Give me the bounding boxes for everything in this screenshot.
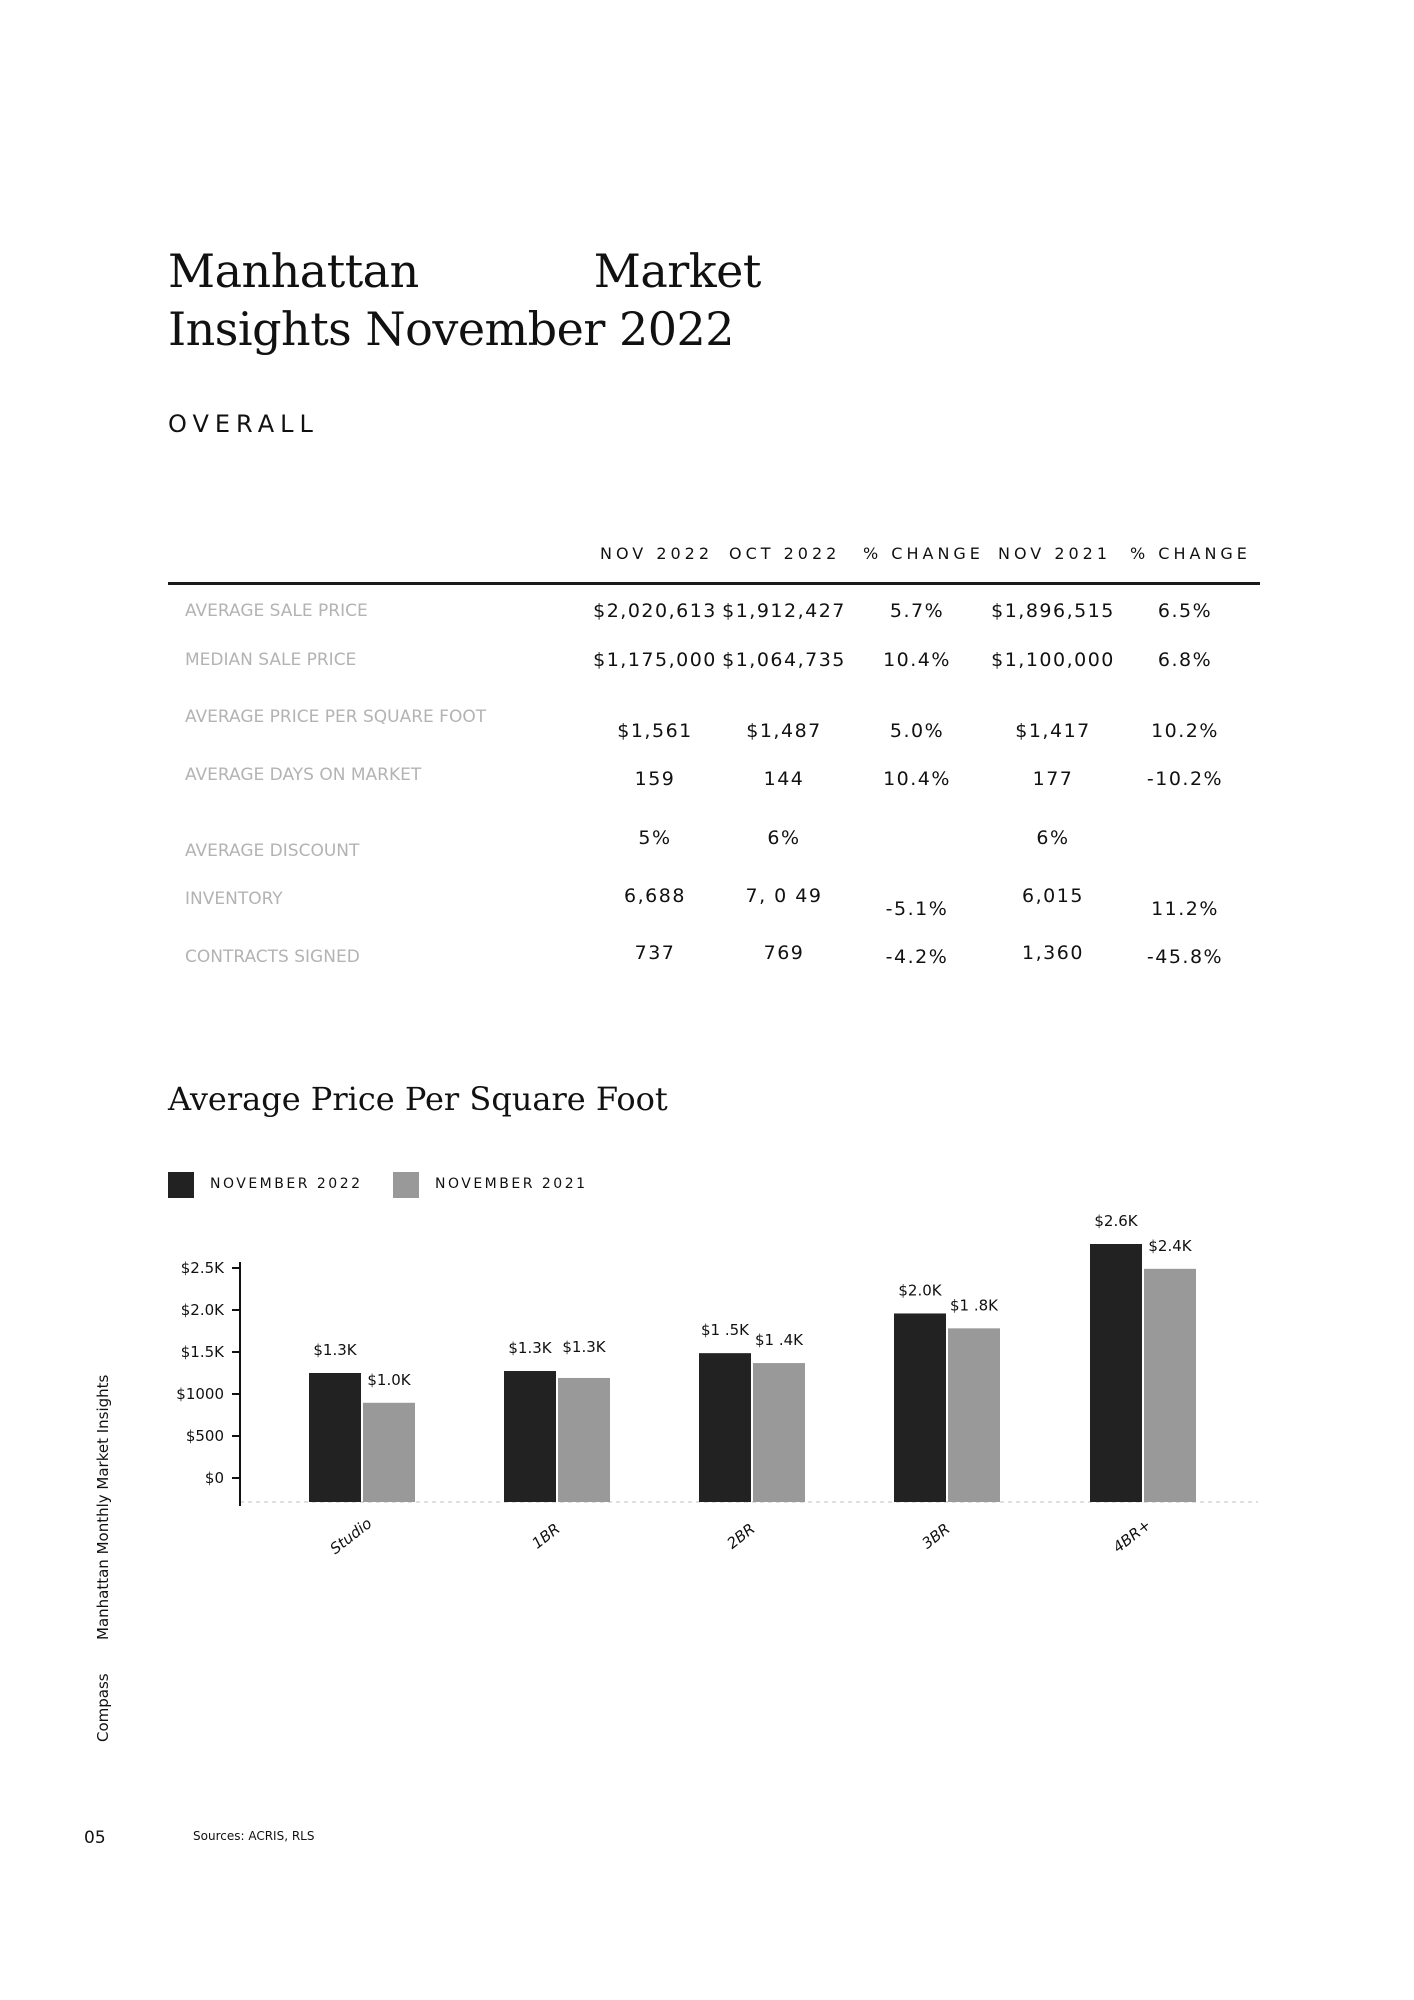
bar-nov-2021	[1144, 1269, 1196, 1502]
chart-title: Average Price Per Square Foot	[168, 1080, 668, 1118]
table-cell: 5.7%	[889, 600, 945, 622]
row-label-average-sale-price: AVERAGE SALE PRICE	[185, 601, 368, 621]
bar-nov-2022	[894, 1313, 946, 1502]
col-header-change-year: % CHANGE	[1130, 544, 1251, 563]
table-cell: 11.2%	[1151, 898, 1219, 920]
bar-nov-2021	[558, 1378, 610, 1502]
table-cell: 6.8%	[1157, 649, 1213, 671]
y-tick-label: $2.5K	[180, 1259, 224, 1277]
category-label: 2BR	[723, 1519, 759, 1553]
sources-note: Sources: ACRIS, RLS	[193, 1829, 315, 1843]
table-cell: -10.2%	[1146, 768, 1224, 790]
table-cell: 6,688	[624, 885, 686, 907]
bar-nov-2021	[363, 1403, 415, 1502]
bar-value-label: $1 .5K	[700, 1321, 750, 1340]
bar-value-label: $1.3K	[508, 1339, 552, 1358]
title-line1-right: Market	[593, 244, 761, 298]
col-header-nov-2021: NOV 2021	[998, 544, 1112, 563]
table-cell: 1,360	[1022, 942, 1084, 964]
bar-nov-2022	[1090, 1244, 1142, 1502]
category-label: 3BR	[918, 1519, 954, 1553]
y-tick-label: $1000	[176, 1385, 224, 1403]
table-cell: $1,561	[617, 720, 693, 742]
row-label-median-sale-price: MEDIAN SALE PRICE	[185, 650, 357, 670]
table-cell: 5%	[638, 827, 672, 849]
row-label-inventory: INVENTORY	[185, 889, 283, 909]
table-cell: $2,020,613	[593, 600, 717, 622]
side-publication: Manhattan Monthly Market Insights	[94, 1374, 112, 1640]
section-label: OVERALL	[168, 410, 319, 438]
table-cell: $1,064,735	[722, 649, 846, 671]
y-tick-label: $500	[185, 1427, 224, 1445]
table-cell: 10.2%	[1151, 720, 1219, 742]
bar-nov-2021	[948, 1328, 1000, 1502]
table-cell: 6,015	[1022, 885, 1084, 907]
bar-nov-2022	[309, 1373, 361, 1502]
bar-value-label: $2.6K	[1094, 1212, 1138, 1230]
table-cell: $1,487	[746, 720, 822, 742]
table-cell: 6%	[1036, 827, 1070, 849]
category-label: 4BR+	[1109, 1515, 1155, 1557]
row-label-avg-days-on-market: AVERAGE DAYS ON MARKET	[185, 765, 422, 785]
page-number: 05	[84, 1828, 106, 1848]
table-cell: 769	[763, 942, 805, 964]
bar-value-label: $1 .4K	[754, 1331, 804, 1350]
legend-label-nov-2021: NOVEMBER 2021	[435, 1176, 588, 1192]
table-cell: -5.1%	[885, 898, 949, 920]
table-cell: 10.4%	[883, 649, 951, 671]
col-header-nov-2022: NOV 2022	[600, 544, 714, 563]
table-cell: $1,417	[1015, 720, 1091, 742]
bar-value-label: $1.0K	[367, 1370, 411, 1389]
table-cell: 6.5%	[1157, 600, 1213, 622]
col-header-oct-2022: OCT 2022	[729, 544, 841, 563]
table-cell: 5.0%	[889, 720, 945, 742]
table-cell: 10.4%	[883, 768, 951, 790]
table-cell: -4.2%	[885, 946, 949, 968]
row-label-avg-price-per-sqft: AVERAGE PRICE PER SQUARE FOOT	[185, 707, 487, 727]
table-cell: 177	[1032, 768, 1074, 790]
bar-value-label: $1.3K	[313, 1341, 357, 1359]
table-cell: -45.8%	[1146, 946, 1224, 968]
title-line1-left: Manhattan	[168, 244, 419, 298]
bar-nov-2021	[753, 1363, 805, 1502]
bar-nov-2022	[504, 1371, 556, 1502]
title-line2: Insights November 2022	[168, 302, 735, 356]
table-cell: 159	[634, 768, 676, 790]
table-cell: 7, 0 49	[745, 885, 823, 907]
bar-value-label: $2.0K	[898, 1281, 942, 1300]
legend-label-nov-2022: NOVEMBER 2022	[210, 1176, 363, 1192]
y-tick-label: $0	[204, 1469, 224, 1487]
side-brand: Compass	[94, 1673, 112, 1742]
table-cell: 737	[634, 942, 676, 964]
category-label: Studio	[326, 1514, 376, 1558]
table-cell: $1,175,000	[593, 649, 717, 671]
table-cell: 6%	[767, 827, 801, 849]
bar-nov-2022	[699, 1353, 751, 1502]
bar-value-label: $1 .8K	[949, 1296, 999, 1315]
bar-value-label: $2.4K	[1148, 1236, 1192, 1255]
table-cell: $1,912,427	[722, 600, 846, 622]
bar-value-label: $1.3K	[562, 1337, 606, 1356]
category-label: 1BR	[528, 1519, 564, 1553]
col-header-change-month: % CHANGE	[863, 544, 984, 563]
row-label-contracts-signed: CONTRACTS SIGNED	[185, 947, 360, 967]
table-cell: 144	[763, 768, 805, 790]
table-cell: $1,100,000	[991, 649, 1115, 671]
row-label-avg-discount: AVERAGE DISCOUNT	[185, 841, 360, 861]
y-tick-label: $2.0K	[180, 1301, 224, 1319]
y-tick-label: $1.5K	[180, 1343, 224, 1361]
table-cell: $1,896,515	[991, 600, 1115, 622]
